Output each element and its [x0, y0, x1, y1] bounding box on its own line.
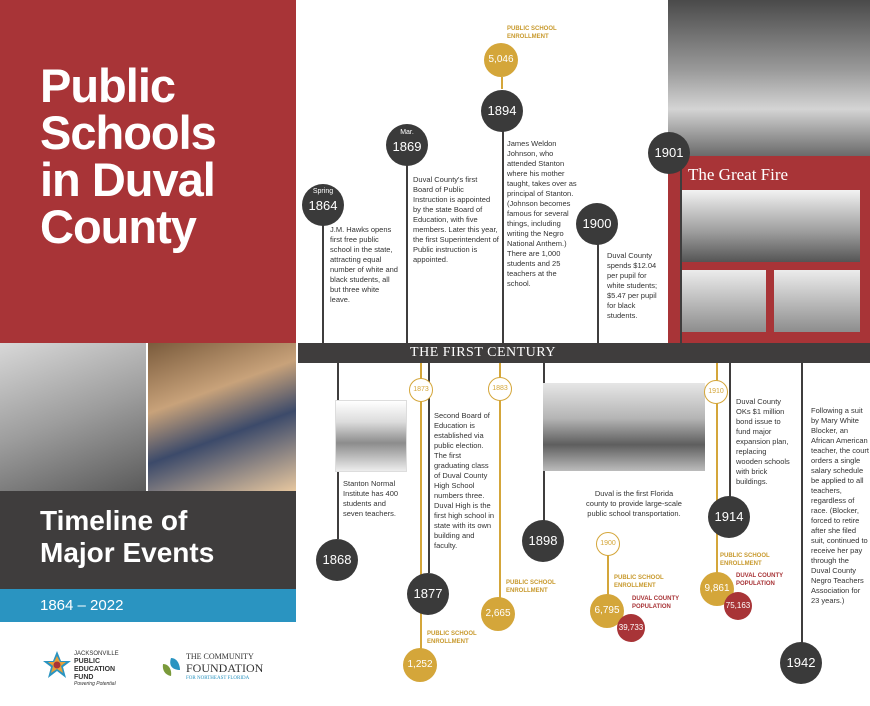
season-label: Spring — [312, 188, 334, 195]
community-foundation-logo — [160, 650, 280, 686]
enrollment-value: 1,252 — [407, 659, 433, 670]
fire-photo-right — [774, 270, 860, 332]
first-century-bar: THE FIRST CENTURY — [298, 343, 668, 363]
school-wagon-photo — [543, 383, 705, 471]
season-label: Mar. — [400, 129, 414, 136]
year-label: 1864 — [308, 198, 338, 213]
year-1900-small-marker — [596, 532, 620, 556]
population-label: DUVAL COUNTY POPULATION — [736, 573, 784, 587]
population-label: DUVAL COUNTY POPULATION — [632, 596, 680, 610]
title-line-4: County — [40, 200, 196, 253]
year-label: 1869 — [392, 139, 422, 154]
enrollment-5046-marker — [484, 43, 518, 77]
year-label: 1900 — [582, 216, 612, 231]
enrollment-value: 2,665 — [485, 608, 511, 619]
population-39733-marker — [617, 614, 645, 642]
event-1914-text: Duval County OKs $1 million bond issue to fund major expansion plan, replacing wooden schools with brick buildings. — [736, 397, 790, 486]
title-line-2: Schools — [40, 106, 216, 159]
timeline-stem — [502, 124, 504, 344]
event-1900-text: Duval County spends $12.04 per pupil for white students; $5.47 per pupil for black students. — [607, 251, 658, 320]
event-1877-text: Second Board of Education is established via public election. The first graduating class of Duval County High School numbers three. Duval High is the first high school in state with its own building and faculty. — [434, 411, 495, 550]
fire-photo-wide — [680, 190, 860, 262]
subtitle — [40, 505, 214, 569]
year-1894-marker — [481, 90, 523, 132]
enrollment-label: PUBLIC SCHOOL ENROLLMENT — [507, 26, 557, 40]
leaf-icon — [160, 656, 182, 678]
year-label: 1873 — [413, 386, 429, 393]
year-label: 1900 — [600, 540, 616, 547]
great-fire-photo — [668, 0, 870, 156]
year-1914-marker — [708, 496, 750, 538]
star-icon — [42, 650, 72, 680]
jpef-logo-line-1: JACKSONVILLE — [74, 651, 119, 657]
date-range: 1864 – 2022 — [40, 597, 124, 614]
great-fire-title: The Great Fire — [688, 165, 789, 184]
enrollment-label: PUBLIC SCHOOL ENROLLMENT — [614, 575, 664, 589]
classroom-photos — [0, 343, 296, 491]
year-label: 1883 — [492, 385, 508, 392]
event-1868-text: Stanton Normal Institute has 400 students and seven teachers. — [343, 479, 399, 518]
timeline-stem — [406, 160, 408, 344]
year-1910-marker — [704, 380, 728, 404]
enrollment-label: PUBLIC SCHOOL ENROLLMENT — [506, 580, 556, 594]
enrollment-value: 6,795 — [594, 605, 620, 616]
enrollment-value: 5,046 — [488, 54, 514, 65]
subtitle-line-1: Timeline of — [40, 505, 188, 536]
fire-photo-left — [680, 270, 766, 332]
year-label: 1901 — [654, 145, 684, 160]
year-label: 1942 — [786, 655, 816, 670]
title-line-1: Public — [40, 59, 176, 112]
year-label: 1868 — [322, 552, 352, 567]
year-label: 1877 — [413, 586, 443, 601]
enrollment-1252-marker — [403, 648, 437, 682]
jpef-logo-line-4: FUND — [74, 674, 94, 681]
timeline-stem — [322, 214, 324, 344]
tcf-logo-line-1: THE COMMUNITY — [186, 652, 254, 661]
tcf-logo-line-2: FOUNDATION — [186, 661, 264, 675]
jpef-logo-tagline: Powering Potential — [74, 681, 116, 687]
enrollment-label: PUBLIC SCHOOL ENROLLMENT — [720, 553, 770, 567]
timeline-stem — [801, 363, 803, 643]
timeline-stem — [597, 240, 599, 344]
year-label: 1910 — [708, 388, 724, 395]
classroom-photo-historic — [0, 343, 146, 491]
year-label: 1914 — [714, 509, 744, 524]
event-1942-text: Following a suit by Mary White Blocker, an African American teacher, the court orders a single salary schedule be applied to all teachers, regardless of race. (Blocker, forced to retire after she filed suit, continued to receive her pay through the Duval County Negro Teachers Association for 23 years.) — [811, 406, 869, 605]
title-line-3: in Duval — [40, 153, 215, 206]
year-1883-marker — [488, 377, 512, 401]
enrollment-value: 9,861 — [704, 583, 730, 594]
year-1877-marker — [407, 573, 449, 615]
year-1900-marker — [576, 203, 618, 245]
jpef-logo — [42, 648, 152, 688]
enrollment-stem — [501, 77, 503, 89]
year-1864-marker — [302, 184, 344, 226]
event-1898-text: Duval is the first Florida county to provide large-scale public school transportation. — [586, 489, 682, 518]
year-1868-marker — [316, 539, 358, 581]
year-label: 1894 — [487, 103, 517, 118]
timeline-stem — [680, 160, 682, 344]
classroom-photo-modern — [148, 343, 296, 491]
tcf-logo-line-3: FOR NORTHEAST FLORIDA — [186, 676, 250, 681]
event-1869-text: Duval County's first Board of Public Instruction is appointed by the state Board of Education, with five members. Later this year, the first Superintendent of Public instruction is appointed. — [413, 175, 499, 264]
subtitle-line-2: Major Events — [40, 537, 215, 568]
population-value: 39,733 — [618, 623, 644, 632]
jpef-logo-line-2: PUBLIC — [74, 658, 101, 665]
year-1898-marker — [522, 520, 564, 562]
enrollment-label: PUBLIC SCHOOL ENROLLMENT — [427, 631, 477, 645]
century-bar-extension — [668, 343, 870, 363]
enrollment-2665-marker — [481, 597, 515, 631]
population-value: 75,163 — [725, 601, 751, 610]
year-label: 1898 — [528, 533, 558, 548]
year-1942-marker — [780, 642, 822, 684]
year-1901-marker — [648, 132, 690, 174]
year-1873-marker — [409, 378, 433, 402]
event-1864-text: J.M. Hawks opens first free public school in the state, attracting equal number of white and black students, all but three white leave. — [330, 225, 398, 304]
page-title — [40, 59, 290, 253]
stanton-institute-photo — [335, 400, 407, 472]
population-75163-marker — [724, 592, 752, 620]
year-1869-marker — [386, 124, 428, 166]
event-1894-text: James Weldon Johnson, who attended Stanton where his mother taught, takes over as principal of Stanton. (Johnson becomes famous for several things, including writing the Negro National Anthem.) There are 1,000 students and 25 teachers at the school. — [507, 139, 577, 288]
jpef-logo-line-3: EDUCATION — [74, 666, 116, 673]
timeline-stem — [729, 363, 731, 497]
